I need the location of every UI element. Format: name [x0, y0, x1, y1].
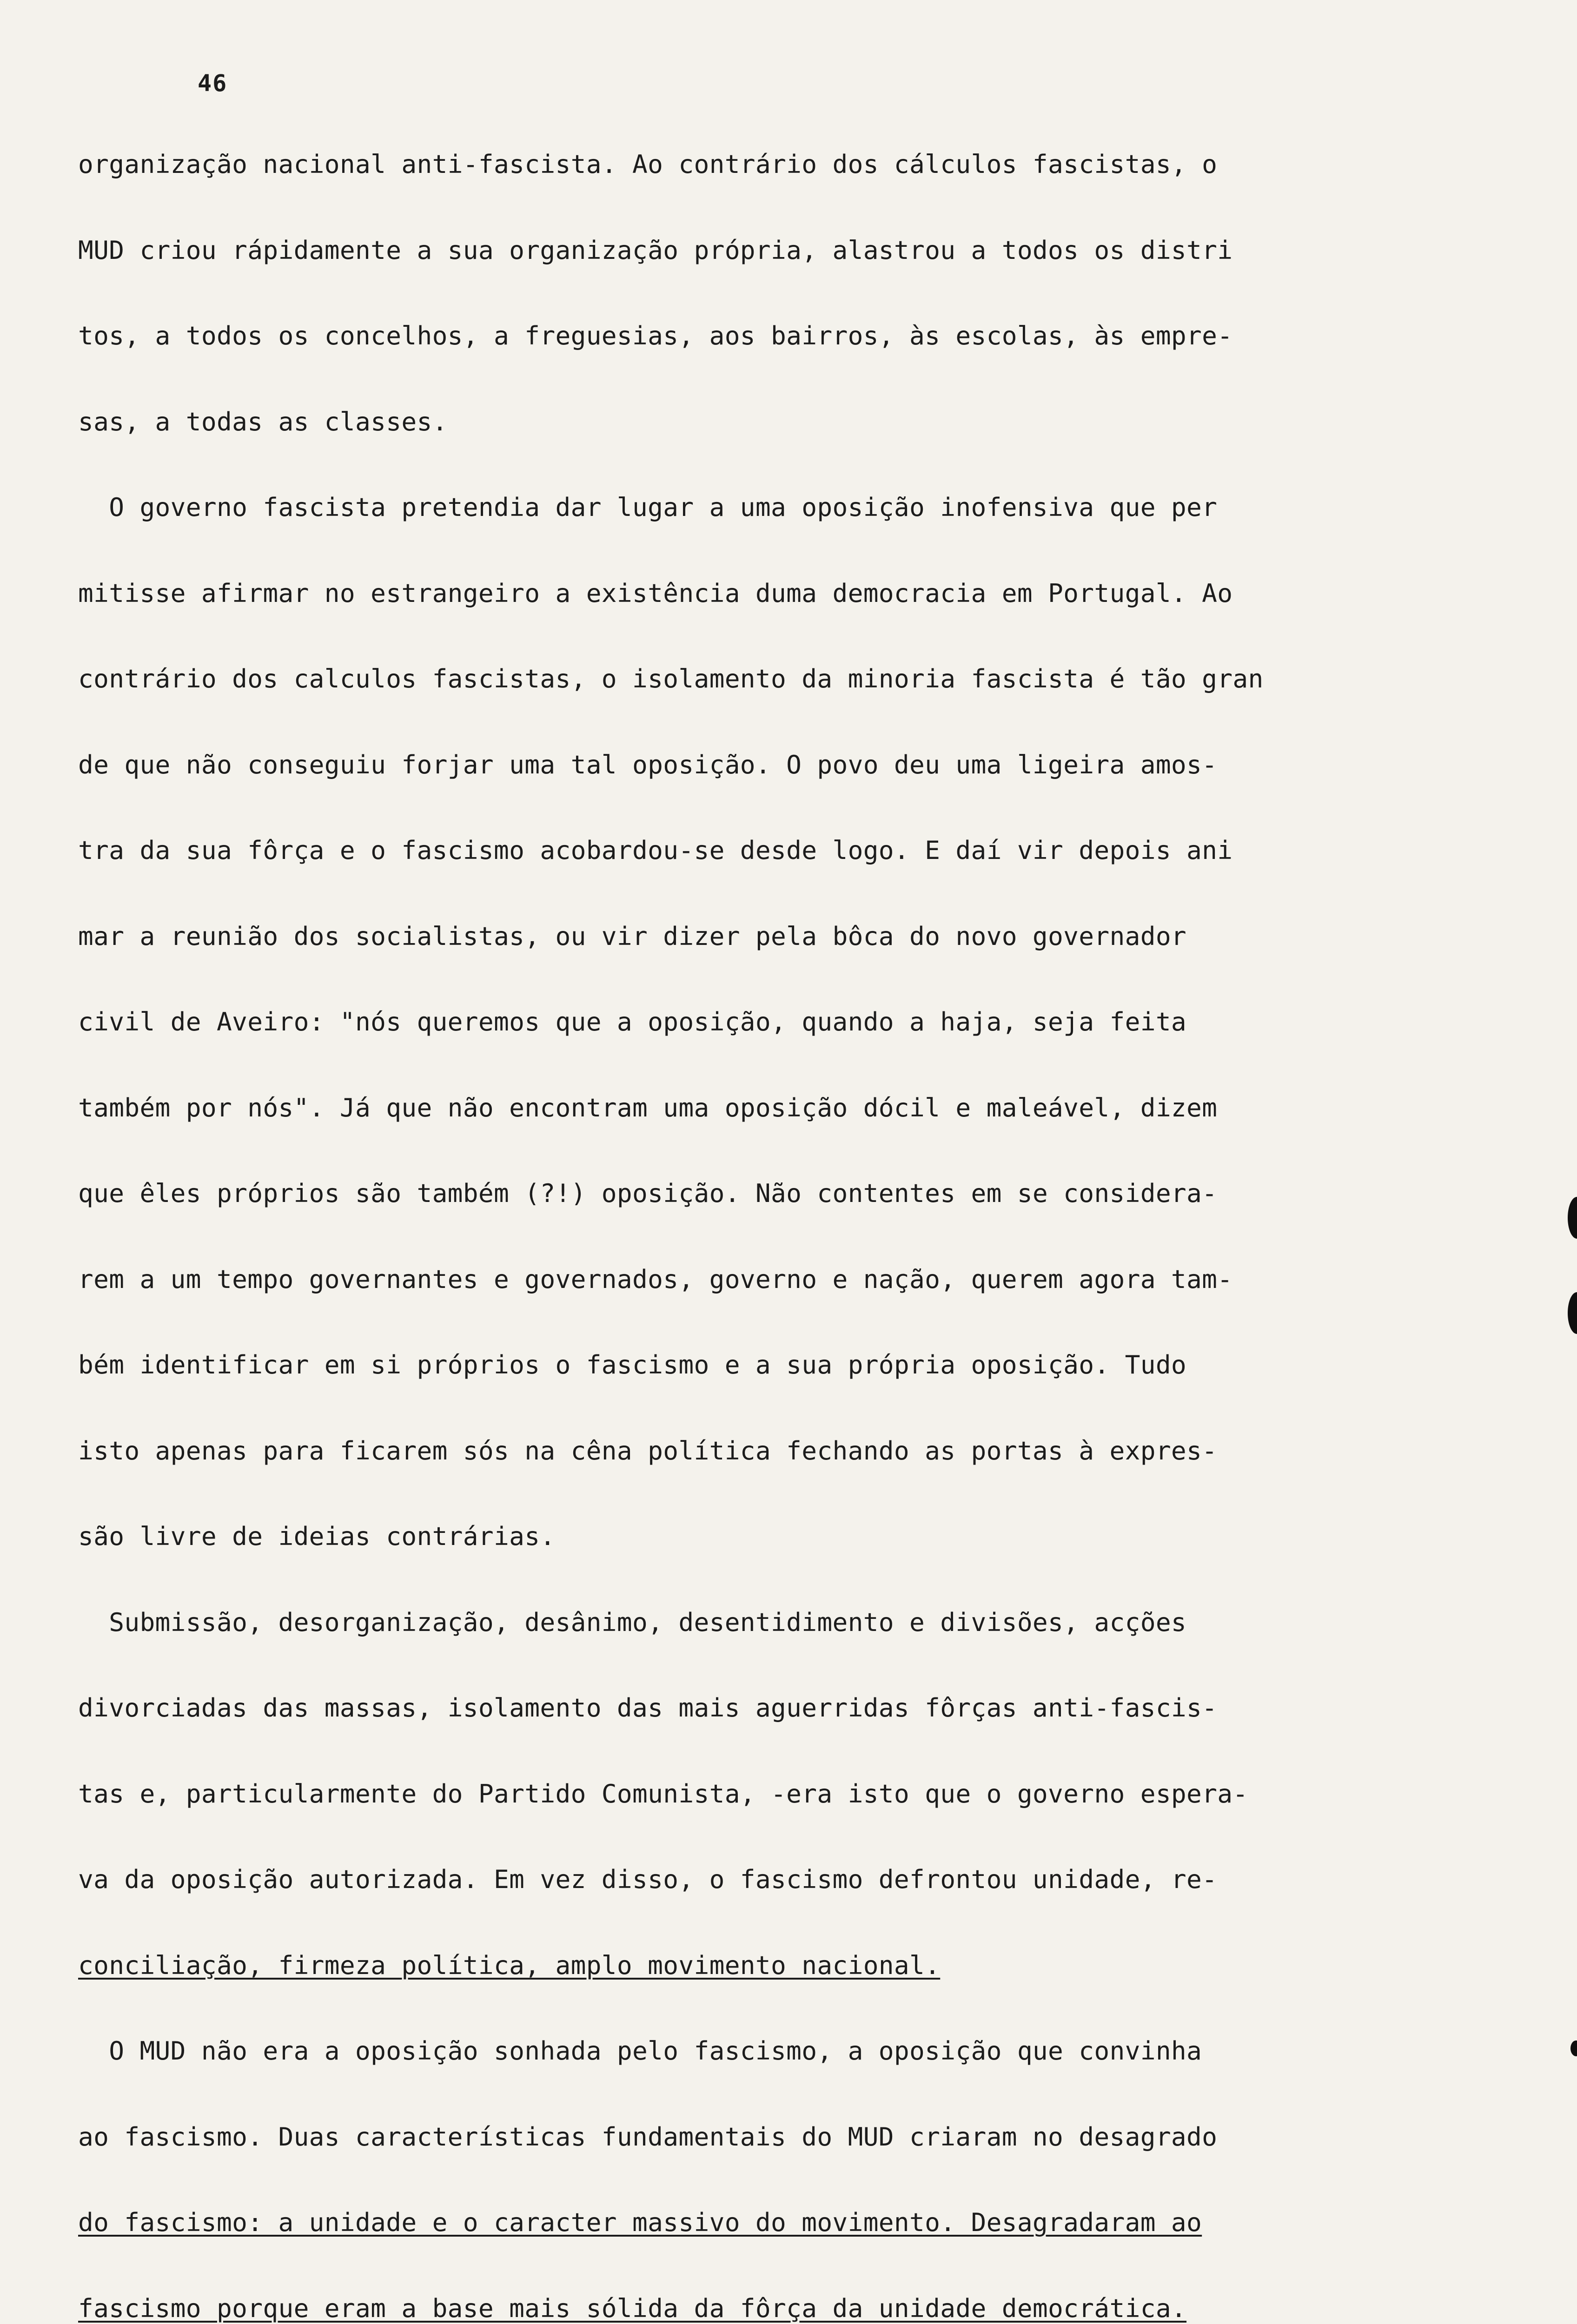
text-line: mar a reunião dos socialistas, ou vir dizer pela bôca do novo governador [78, 921, 1187, 951]
text-line: rem a um tempo governantes e governados, governo e nação, querem agora tam- [78, 1264, 1233, 1294]
text-line: sas, a todas as classes. [78, 406, 448, 436]
text-line: isto apenas para ficarem sós na cêna política fechando as portas à expres- [78, 1435, 1218, 1466]
text-line: tos, a todos os concelhos, a freguesias, aos bairros, às escolas, às empre- [78, 321, 1233, 350]
underlined-text-line: fascismo porque eram a base mais sólida da fôrça da unidade democrática. [78, 2293, 1187, 2323]
text-line: organização nacional anti-fascista. Ao contrário dos cálculos fascistas, o [78, 149, 1218, 179]
body-text [78, 93, 1478, 2324]
text-line: Submissão, desorganização, desânimo, desentidimento e divisões, acções [78, 1607, 1187, 1637]
text-line: contrário dos calculos fascistas, o isolamento da minoria fascista é tão gran [78, 664, 1264, 693]
punch-hole-mark [1570, 2040, 1577, 2056]
text-line: divorciadas das massas, isolamento das mais aguerridas fôrças anti-fascis- [78, 1693, 1218, 1723]
underlined-text-line: conciliação, firmeza política, amplo movimento nacional. [78, 1950, 941, 1980]
text-line: ao fascismo. Duas características fundamentais do MUD criaram no desagrado [78, 2121, 1218, 2152]
underlined-text-line: do fascismo: a unidade e o caracter massivo do movimento. Desagradaram ao [78, 2207, 1202, 2237]
text-line: são livre de ideias contrárias. [78, 1521, 556, 1551]
page-number: 46 [198, 70, 228, 97]
text-line: O MUD não era a oposição sonhada pelo fascismo, a oposição que convinha [78, 2036, 1202, 2066]
punch-hole-mark [1568, 1292, 1577, 1334]
text-line: tas e, particularmente do Partido Comunista, -era isto que o governo espera- [78, 1778, 1248, 1809]
text-line: O governo fascista pretendia dar lugar a uma oposição inofensiva que per [78, 492, 1218, 522]
punch-hole-mark [1568, 1197, 1577, 1239]
text-line: bém identificar em si próprios o fascismo e a sua própria oposição. Tudo [78, 1350, 1187, 1380]
text-line: tra da sua fôrça e o fascismo acobardou-se desde logo. E daí vir depois ani [78, 835, 1233, 865]
text-line: mitisse afirmar no estrangeiro a existência duma democracia em Portugal. Ao [78, 578, 1233, 608]
text-line: também por nós". Já que não encontram uma oposição dócil e maleável, dizem [78, 1092, 1218, 1122]
text-line: va da oposição autorizada. Em vez disso, o fascismo defrontou unidade, re- [78, 1864, 1218, 1894]
text-line: MUD criou rápidamente a sua organização própria, alastrou a todos os distri [78, 235, 1233, 265]
text-line: que êles próprios são também (?!) oposição. Não contentes em se considera- [78, 1178, 1218, 1208]
text-line: civil de Aveiro: "nós queremos que a oposição, quando a haja, seja feita [78, 1007, 1187, 1037]
text-line: de que não conseguiu forjar uma tal oposição. O povo deu uma ligeira amos- [78, 749, 1218, 779]
